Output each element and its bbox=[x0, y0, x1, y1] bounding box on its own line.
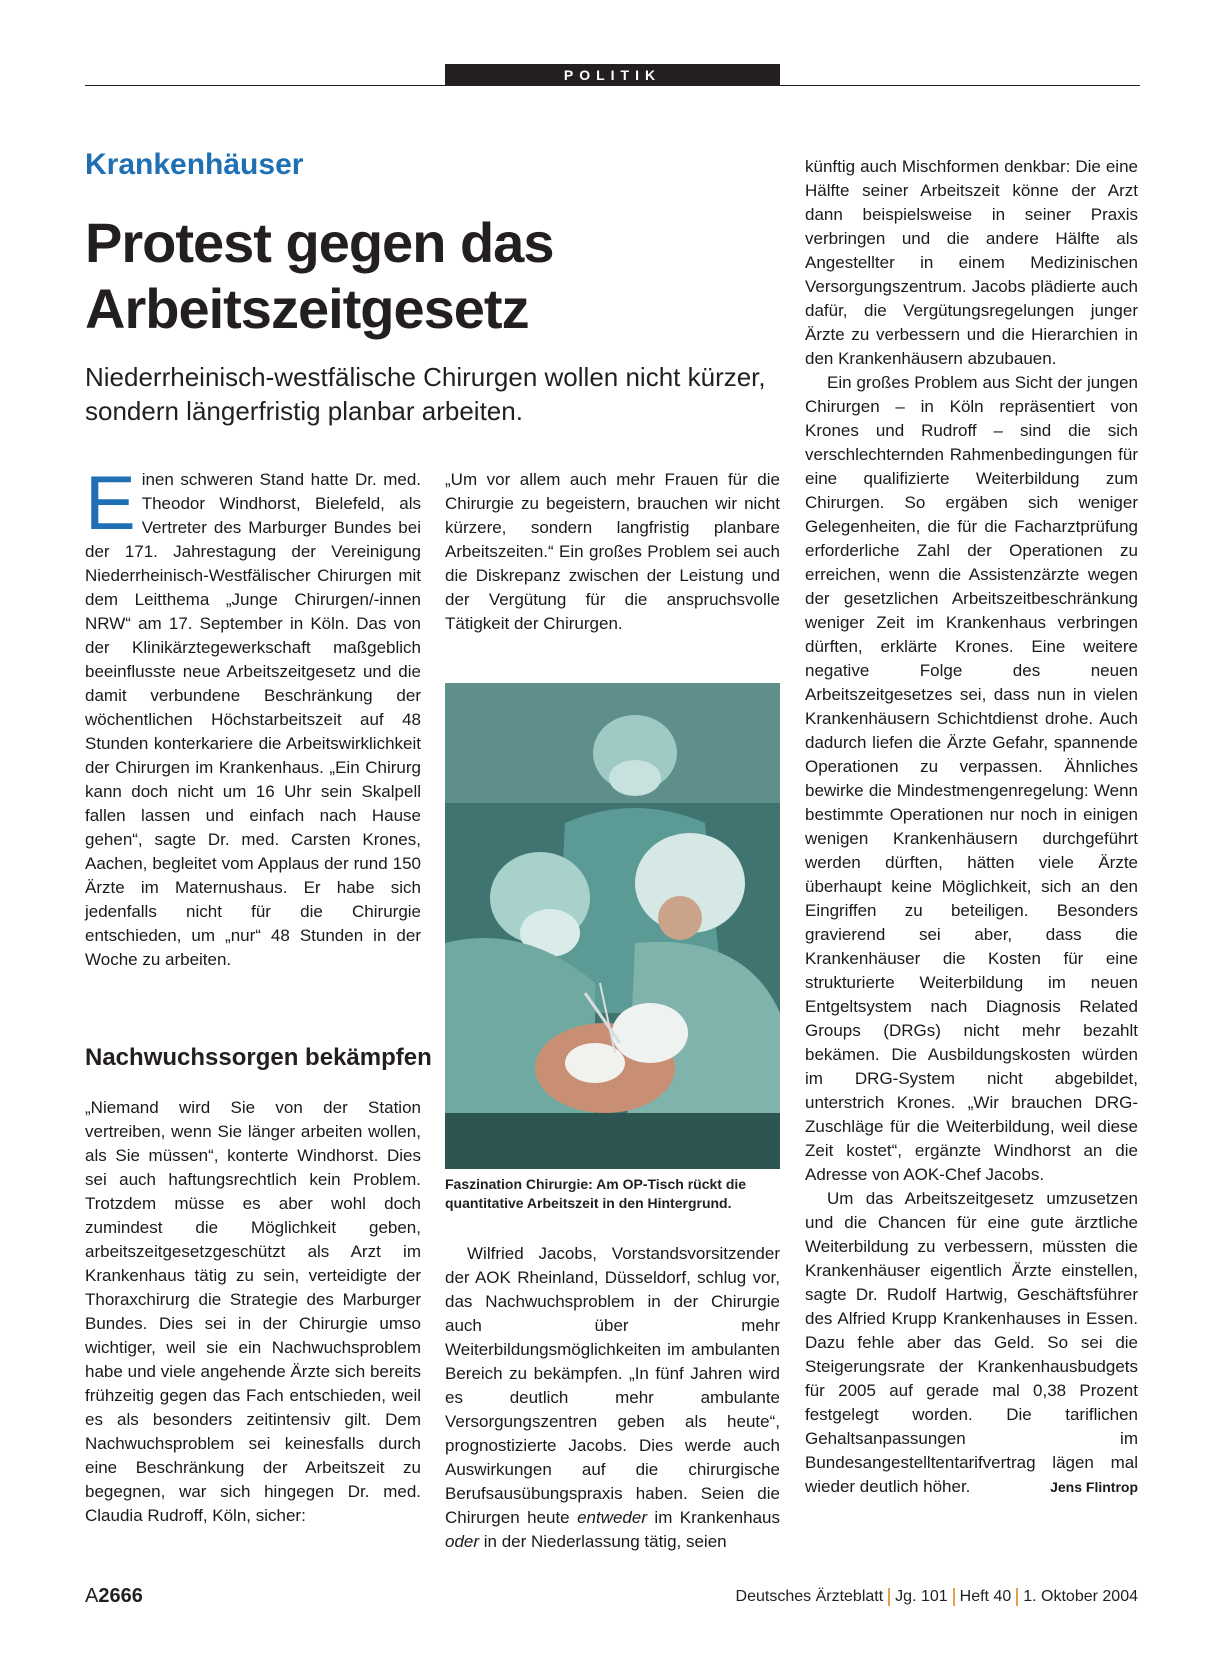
footer-separator bbox=[953, 1588, 955, 1606]
paragraph-hartwig bbox=[805, 1187, 1138, 1499]
column-3 bbox=[805, 155, 1138, 1499]
jacobs-text-c: in der Niederlassung tätig, seien bbox=[479, 1532, 727, 1551]
article-headline bbox=[85, 210, 765, 342]
emphasis-oder: oder bbox=[445, 1532, 480, 1551]
jacobs-text-a: Wilfried Jacobs, Vorstandsvorsitzender der AOK Rheinland, Düsseldorf, schlug vor, das Nachwuchsproblem in der Chirurgie auch über mehr Weiterbildungsmöglichkeiten im ambulanten Bereich zu bekämpfen. „In fünf Jahren wird es deutlich mehr ambulante Versorgungszentren geben als heute“, prognostizierte Jacobs. Dies werde auch Auswirkungen auf die chirurgische Berufsausübungspraxis haben. Seien die Chirurgen heute bbox=[445, 1244, 780, 1527]
headline-line-2: Arbeitszeitgesetz bbox=[85, 277, 529, 340]
headline-line-1: Protest gegen das bbox=[85, 211, 554, 274]
paragraph-nachwuchs: „Niemand wird Sie von der Station vertreiben, wenn Sie länger arbeiten wollen, als Sie müssen“, konterte Windhorst. Dies sei auch haftungsrechtlich kein Problem. Trotzdem müsse es aber wohl doch zumindest die Möglichkeit geben, arbeitszeitgesetzgeschützt als Arzt im Krankenhaus tätig zu sein, verteidigte der Thoraxchirurg die Strategie des Marburger Bundes. Dies sei in der Chirurgie umso wichtiger, weil sie ein Nachwuchsproblem habe und viele angehende Ärzte sich bereits frühzeitig gegen das Fach entschieden, weil es als besonders zeitintensiv gilt. Dem Nachwuchsproblem sei keinesfalls durch eine Beschränkung der Arbeitszeit zu begegnen, war sich hingegen Dr. med. Claudia Rudroff, Köln, sicher: bbox=[85, 1098, 421, 1525]
emphasis-entweder: entweder bbox=[577, 1508, 647, 1527]
column-2-bottom bbox=[445, 1242, 780, 1554]
paragraph-problem: Ein großes Problem aus Sicht der jungen Chirurgen – in Köln repräsentiert von Krones und Rudroff – sind die sich verschlechternden Rahmenbedingungen für eine qualifizierte Weiterbildung zum Chirurgen. So ergäben sich weniger Gelegenheiten, die für die Facharztprüfung erforderliche Zahl der Operationen zu erreichen, wenn die Assistenzärzte wegen der gesetzlichen Arbeitszeitbeschränkung weniger Zeit im Krankenhaus verbringen dürften, erklärte Krones. Eine weitere negative Folge des neuen Arbeitszeitgesetzes sei, dass nun in vielen Krankenhäusern Schichtdienst drohe. Auch dadurch liefen die Ärzte Gefahr, spannende Operationen zu verpassen. Ähnliches bewirke die Mindestmengenregelung: Wenn bestimmte Operationen nur noch in einigen wenigen Krankenhäusern durchgeführt werden dürften, hätten viele Ärzte überhaupt keine Möglichkeit, sich an den Eingriffen zu beteiligen. Besonders gravierend sei aber, dass die Krankenhäuser die Kosten für eine strukturierte Weiterbildung im neuen Entgeltsystem nach Diagnosis Related Groups (DRGs) nicht mehr bezahlt bekämen. Die Ausbildungskosten würden im DRG-System nicht abgebildet, unterstrich Krones. „Wir brauchen DRG-Zuschläge für die Weiterbildung, weil diese Zeit kostet“, ergänzte Windhorst an die Adresse von AOK-Chef Jacobs. bbox=[805, 373, 1138, 1184]
jacobs-text-b: im Krankenhaus bbox=[647, 1508, 780, 1527]
section-label: POLITIK bbox=[445, 64, 780, 86]
journal-footer bbox=[736, 1588, 1138, 1606]
column-1-continued bbox=[85, 1096, 421, 1528]
author-byline: Jens Flintrop bbox=[1050, 1479, 1138, 1495]
paragraph-jacobs bbox=[445, 1242, 780, 1554]
intro-text: inen schweren Stand hatte Dr. med. Theodor Windhorst, Bielefeld, als Vertreter des Marburger Bundes bei der 171. Jahrestagung der Vereinigung Niederrheinisch-Westfälischer Chirurgen mit dem Leitthema „Junge Chirurgen/-innen NRW“ am 17. September in Köln. Das von der Klinikärztegewerkschaft maßgeblich beeinflusste neue Arbeitszeitgesetz und die damit verbundene Beschränkung der wöchentlichen Höchstarbeitszeit auf 48 Stunden konterkariere die Arbeitswirklichkeit der Chirurgen im Krankenhaus. „Ein Chirurg kann doch nicht um 16 Uhr sein Skalpell fallen lassen und einfach nach Hause gehen“, sagte Dr. med. Carsten Krones, Aachen, begleitet vom Applaus der rund 150 Ärzte im Maternushaus. Er habe sich jedenfalls nicht für die Chirurgie entschieden, um „nur“ 48 Stunden in der Woche zu arbeiten. bbox=[85, 470, 421, 969]
surgery-photo bbox=[445, 683, 780, 1169]
hartwig-text: Um das Arbeitszeitgesetz umzusetzen und die Chancen für eine gute ärztliche Weiterbildung zu verbessern, müssten die Krankenhäuser eigentlich Ärzte einstellen, sagte Dr. Rudolf Hartwig, Geschäftsführer des Alfried Krupp Krankenhauses in Essen. Dazu fehle aber das Geld. So sei die Steigerungsrate der Krankenhausbudgets für 2005 auf gerade mal 0,38 Prozent festgelegt worden. Die tariflichen Gehaltsanpassungen im Bundesangestelltentarifvertrag lägen mal wieder deutlich höher. bbox=[805, 1189, 1138, 1496]
journal-date: 1. Oktober 2004 bbox=[1023, 1588, 1138, 1606]
footer-separator bbox=[1016, 1588, 1018, 1606]
photo-caption: Faszination Chirurgie: Am OP-Tisch rückt die quantitative Arbeitszeit in den Hintergrund. bbox=[445, 1176, 747, 1211]
article-kicker: Krankenhäuser bbox=[85, 148, 304, 181]
journal-volume: Jg. 101 bbox=[895, 1588, 948, 1606]
journal-issue: Heft 40 bbox=[959, 1588, 1012, 1606]
page-number bbox=[85, 1585, 143, 1608]
drop-cap: E bbox=[85, 461, 136, 546]
paragraph-mischformen: künftig auch Mischformen denkbar: Die eine Hälfte seiner Arbeitszeit könne der Arzt dann beispielsweise in seiner Praxis verbringen und die andere Hälfte als Angestellter in einem Medizinischen Versorgungszentrum. Jacobs plädierte auch dafür, die Vergütungsregelungen junger Ärzte zu verbessern und die Hierarchien in den Krankenhäusern abzubauen. bbox=[805, 157, 1138, 368]
column-1-intro bbox=[85, 461, 421, 972]
page-prefix: A bbox=[85, 1585, 99, 1607]
article-deck: Niederrheinisch-westfälische Chirurgen wollen nicht kürzer, sondern längerfristig planbar arbeiten. bbox=[85, 362, 766, 426]
surgery-photo-illustration bbox=[445, 683, 780, 1169]
intro-paragraph bbox=[85, 461, 421, 972]
column-2-top bbox=[445, 468, 780, 636]
page-number-value: 2666 bbox=[98, 1585, 143, 1607]
paragraph-quote: „Um vor allem auch mehr Frauen für die Chirurgie zu begeistern, brauchen wir nicht kürzere, sondern langfristig planbare Arbeitszeiten.“ Ein großes Problem sei auch die Diskrepanz zwischen der Leistung und der Vergütung für die anspruchsvolle Tätigkeit der Chirurgen. bbox=[445, 470, 780, 633]
journal-name: Deutsches Ärzteblatt bbox=[735, 1588, 884, 1606]
footer-separator bbox=[888, 1588, 890, 1606]
subheading: Nachwuchssorgen bekämpfen bbox=[85, 1044, 432, 1071]
